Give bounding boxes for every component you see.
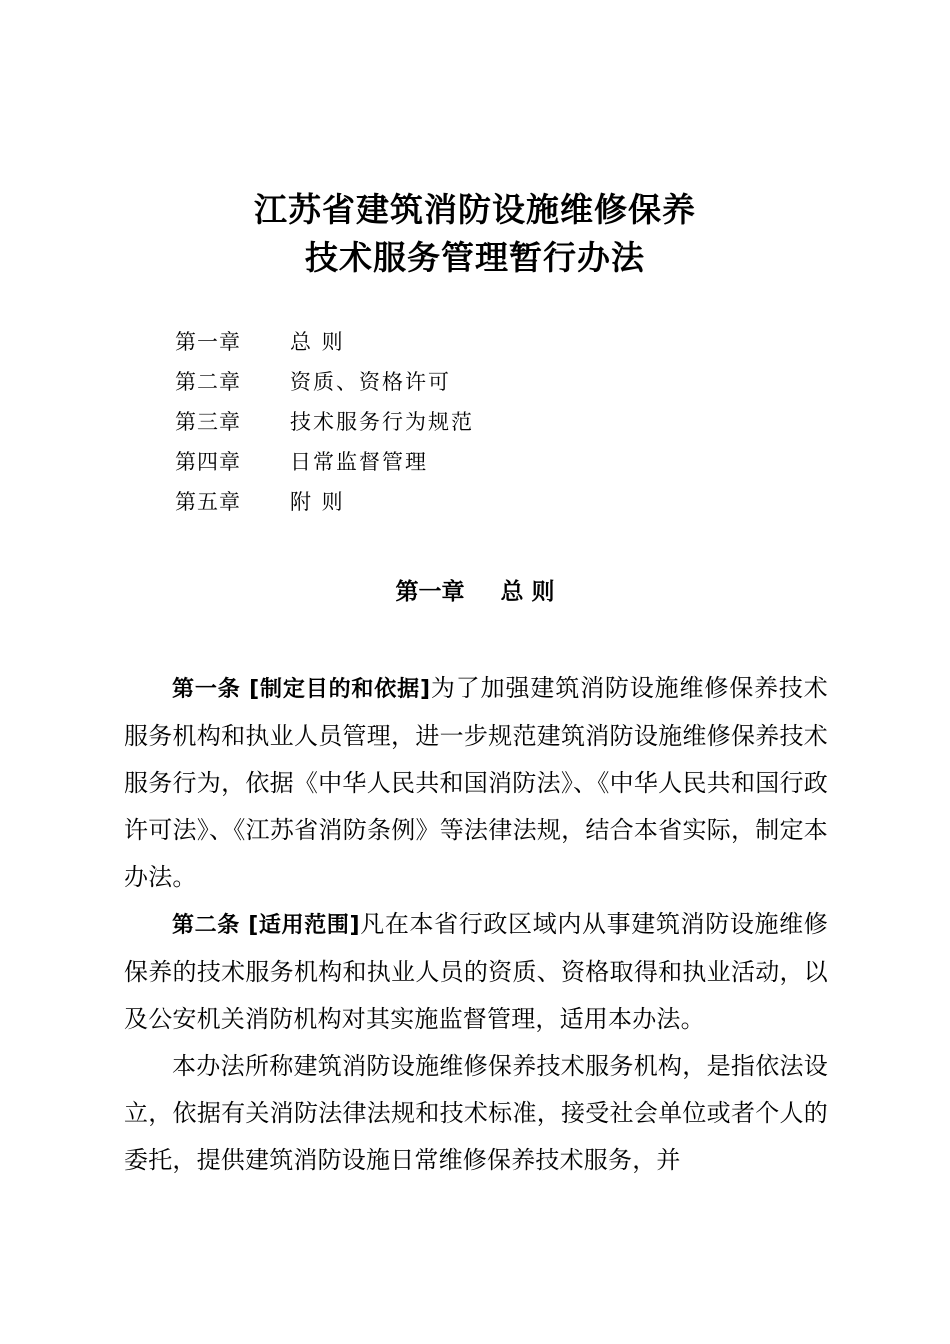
article-text: 为了加强建筑消防设施维修保养技术服务机构和执业人员管理，进一步规范建筑消防设施维修保养技术服务行为，依据《中华人民共和国消防法》、《中华人民共和国行政许可法》、《江苏省消防条例》等法律法规，结合本省实际，制定本办法。 — [124, 674, 828, 891]
toc-chapter-number: 第五章 — [175, 490, 241, 514]
toc-chapter-title: 总 则 — [290, 330, 345, 354]
article-topic: [制定目的和依据] — [249, 677, 431, 702]
toc-item — [175, 482, 775, 522]
chapter-heading — [0, 574, 950, 610]
toc-chapter-title: 技术服务行为规范 — [290, 410, 474, 434]
toc-item — [175, 402, 775, 442]
table-of-contents — [175, 322, 775, 522]
toc-item — [175, 362, 775, 402]
article-label: 第一条 — [172, 677, 241, 702]
toc-chapter-title: 资质、资格许可 — [290, 370, 451, 394]
document-title-line-2: 技术服务管理暂行办法 — [305, 238, 645, 277]
toc-chapter-title: 附 则 — [290, 490, 345, 514]
toc-item — [175, 442, 775, 482]
toc-item — [175, 322, 775, 362]
toc-chapter-number: 第一章 — [175, 330, 241, 354]
chapter-title: 总 则 — [500, 579, 555, 605]
article-label: 第二条 — [172, 913, 240, 938]
toc-chapter-number: 第四章 — [175, 450, 241, 474]
document-title-line-1: 江苏省建筑消防设施维修保养 — [254, 190, 696, 229]
toc-chapter-number: 第三章 — [175, 410, 241, 434]
toc-chapter-title: 日常监督管理 — [290, 450, 428, 474]
article-topic: [适用范围] — [248, 913, 360, 938]
toc-chapter-number: 第二章 — [175, 370, 241, 394]
document-body — [124, 665, 828, 1184]
body-paragraph: 本办法所称建筑消防设施维修保养技术服务机构，是指依法设立，依据有关消防法律法规和技术标准，接受社会单位或者个人的委托，提供建筑消防设施日常维修保养技术服务，并 — [124, 1052, 828, 1174]
article-paragraph — [124, 901, 828, 1043]
article-text: 凡在本省行政区域内从事建筑消防设施维修保养的技术服务机构和执业人员的资质、资格取得和执业活动，以及公安机关消防机构对其实施监督管理，适用本办法。 — [124, 910, 828, 1033]
article-paragraph — [124, 665, 828, 901]
chapter-number: 第一章 — [395, 579, 465, 605]
